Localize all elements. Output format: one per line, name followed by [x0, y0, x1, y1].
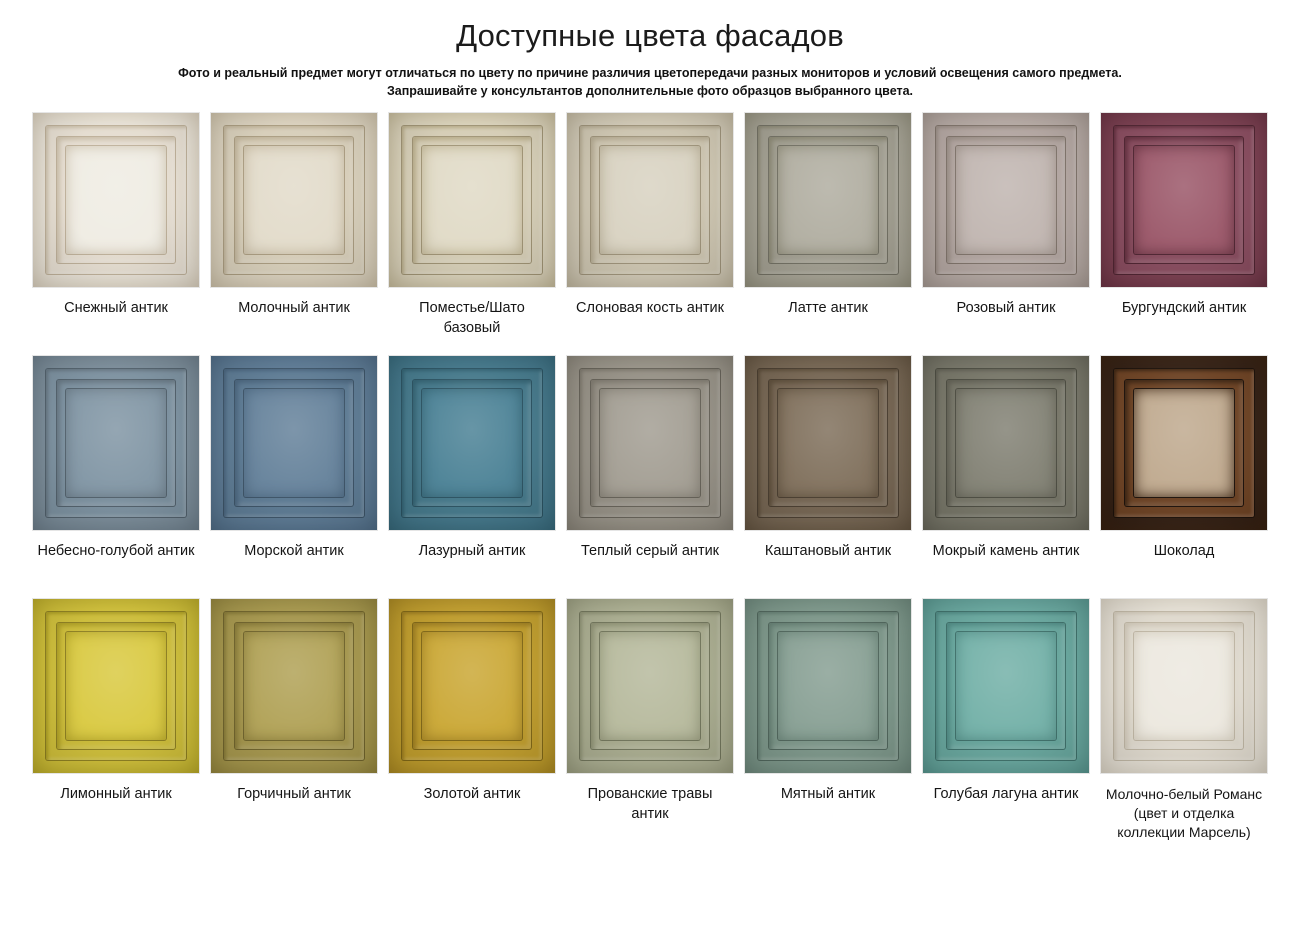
- cabinet-door-sample[interactable]: [32, 598, 200, 774]
- color-swatch-cell[interactable]: [744, 112, 912, 355]
- color-name-label: Морской антик: [244, 543, 344, 560]
- color-swatch-cell[interactable]: [744, 355, 912, 598]
- disclaimer-line-1: Фото и реальный предмет могут отличаться по цвету по причине различия цветопередачи разных мониторов и условий освещения самого предмета.: [178, 66, 1122, 80]
- door-graphic: [1101, 356, 1267, 530]
- color-name-label: Молочный антик: [238, 300, 350, 317]
- cabinet-door-sample[interactable]: [1100, 355, 1268, 531]
- color-name-label: Горчичный антик: [237, 786, 351, 803]
- color-swatch-cell[interactable]: [744, 598, 912, 858]
- door-center-panel: [422, 632, 522, 740]
- color-swatch-cell[interactable]: [566, 112, 734, 355]
- door-graphic: [211, 356, 377, 530]
- door-center-panel: [778, 632, 878, 740]
- door-graphic: [1101, 599, 1267, 773]
- color-name-label: Поместье/Шато базовый: [419, 300, 525, 336]
- cabinet-door-sample[interactable]: [922, 112, 1090, 288]
- color-swatch-cell[interactable]: [1100, 355, 1268, 598]
- door-center-panel: [600, 632, 700, 740]
- door-center-panel: [66, 146, 166, 254]
- color-swatch-cell[interactable]: [922, 598, 1090, 858]
- color-name-label: Прованские травы антик: [587, 786, 713, 822]
- color-name-label: Мокрый камень антик: [932, 543, 1080, 560]
- cabinet-door-sample[interactable]: [32, 355, 200, 531]
- color-swatch-cell[interactable]: [32, 112, 200, 355]
- door-center-panel: [244, 632, 344, 740]
- door-center-panel: [956, 389, 1056, 497]
- color-swatch-cell[interactable]: [388, 598, 556, 858]
- color-name-label: Молочно-белый Романс (цвет и отделка коллекции Марсель): [1105, 786, 1263, 841]
- door-graphic: [923, 599, 1089, 773]
- cabinet-door-sample[interactable]: [744, 112, 912, 288]
- cabinet-door-sample[interactable]: [744, 598, 912, 774]
- door-center-panel: [1134, 146, 1234, 254]
- door-center-panel: [778, 389, 878, 497]
- door-center-panel: [66, 389, 166, 497]
- door-center-panel: [66, 632, 166, 740]
- door-center-panel: [422, 389, 522, 497]
- door-graphic: [745, 599, 911, 773]
- color-name-label: Латте антик: [788, 300, 868, 317]
- color-name-label: Лимонный антик: [60, 786, 172, 803]
- color-swatch-cell[interactable]: [922, 355, 1090, 598]
- door-graphic: [745, 356, 911, 530]
- door-center-panel: [422, 146, 522, 254]
- door-graphic: [1101, 113, 1267, 287]
- door-center-panel: [1134, 632, 1234, 740]
- door-graphic: [567, 599, 733, 773]
- door-graphic: [389, 113, 555, 287]
- cabinet-door-sample[interactable]: [388, 355, 556, 531]
- cabinet-door-sample[interactable]: [210, 112, 378, 288]
- cabinet-door-sample[interactable]: [566, 598, 734, 774]
- cabinet-door-sample[interactable]: [566, 112, 734, 288]
- color-name-label: Каштановый антик: [764, 543, 892, 560]
- door-graphic: [567, 113, 733, 287]
- swatch-grid: [0, 112, 1300, 858]
- door-center-panel: [244, 146, 344, 254]
- door-center-panel: [600, 146, 700, 254]
- color-swatch-cell[interactable]: [1100, 112, 1268, 355]
- door-graphic: [567, 356, 733, 530]
- door-center-panel: [244, 389, 344, 497]
- door-center-panel: [778, 146, 878, 254]
- cabinet-door-sample[interactable]: [744, 355, 912, 531]
- color-swatch-cell[interactable]: [210, 112, 378, 355]
- door-center-panel: [600, 389, 700, 497]
- door-center-panel: [956, 632, 1056, 740]
- door-graphic: [33, 356, 199, 530]
- color-swatch-cell[interactable]: [388, 112, 556, 355]
- cabinet-door-sample[interactable]: [922, 355, 1090, 531]
- door-graphic: [389, 356, 555, 530]
- color-swatch-cell[interactable]: [32, 355, 200, 598]
- door-graphic: [211, 113, 377, 287]
- cabinet-door-sample[interactable]: [1100, 112, 1268, 288]
- color-name-label: Слоновая кость антик: [576, 300, 724, 317]
- color-swatch-cell[interactable]: [566, 598, 734, 858]
- cabinet-door-sample[interactable]: [32, 112, 200, 288]
- cabinet-door-sample[interactable]: [1100, 598, 1268, 774]
- disclaimer: [52, 64, 1248, 100]
- page-title: Доступные цвета фасадов: [456, 18, 844, 53]
- color-swatch-cell[interactable]: [922, 112, 1090, 355]
- color-swatch-cell[interactable]: [32, 598, 200, 858]
- door-center-panel: [956, 146, 1056, 254]
- color-swatch-cell[interactable]: [388, 355, 556, 598]
- door-graphic: [923, 113, 1089, 287]
- color-name-label: Теплый серый антик: [580, 543, 720, 560]
- cabinet-door-sample[interactable]: [210, 355, 378, 531]
- cabinet-door-sample[interactable]: [210, 598, 378, 774]
- cabinet-door-sample[interactable]: [388, 598, 556, 774]
- color-name-label: Бургундский антик: [1121, 300, 1247, 317]
- color-name-label: Шоколад: [1153, 543, 1215, 560]
- color-name-label: Голубая лагуна антик: [933, 786, 1079, 803]
- door-graphic: [389, 599, 555, 773]
- door-graphic: [33, 599, 199, 773]
- color-name-label: Небесно-голубой антик: [37, 543, 195, 560]
- door-graphic: [745, 113, 911, 287]
- color-name-label: Снежный антик: [64, 300, 168, 317]
- door-center-panel: [1134, 389, 1234, 497]
- color-catalog-page: [0, 18, 1300, 931]
- door-graphic: [211, 599, 377, 773]
- color-swatch-cell[interactable]: [210, 598, 378, 858]
- color-name-label: Мятный антик: [780, 786, 876, 803]
- door-graphic: [33, 113, 199, 287]
- cabinet-door-sample[interactable]: [566, 355, 734, 531]
- color-name-label: Золотой антик: [423, 786, 521, 803]
- color-swatch-cell[interactable]: [566, 355, 734, 598]
- cabinet-door-sample[interactable]: [922, 598, 1090, 774]
- cabinet-door-sample[interactable]: [388, 112, 556, 288]
- color-swatch-cell[interactable]: [210, 355, 378, 598]
- color-name-label: Розовый антик: [956, 300, 1056, 317]
- door-graphic: [923, 356, 1089, 530]
- color-swatch-cell[interactable]: [1100, 598, 1268, 858]
- disclaimer-line-2: Запрашивайте у консультантов дополнительные фото образцов выбранного цвета.: [386, 84, 914, 99]
- color-name-label: Лазурный антик: [418, 543, 526, 560]
